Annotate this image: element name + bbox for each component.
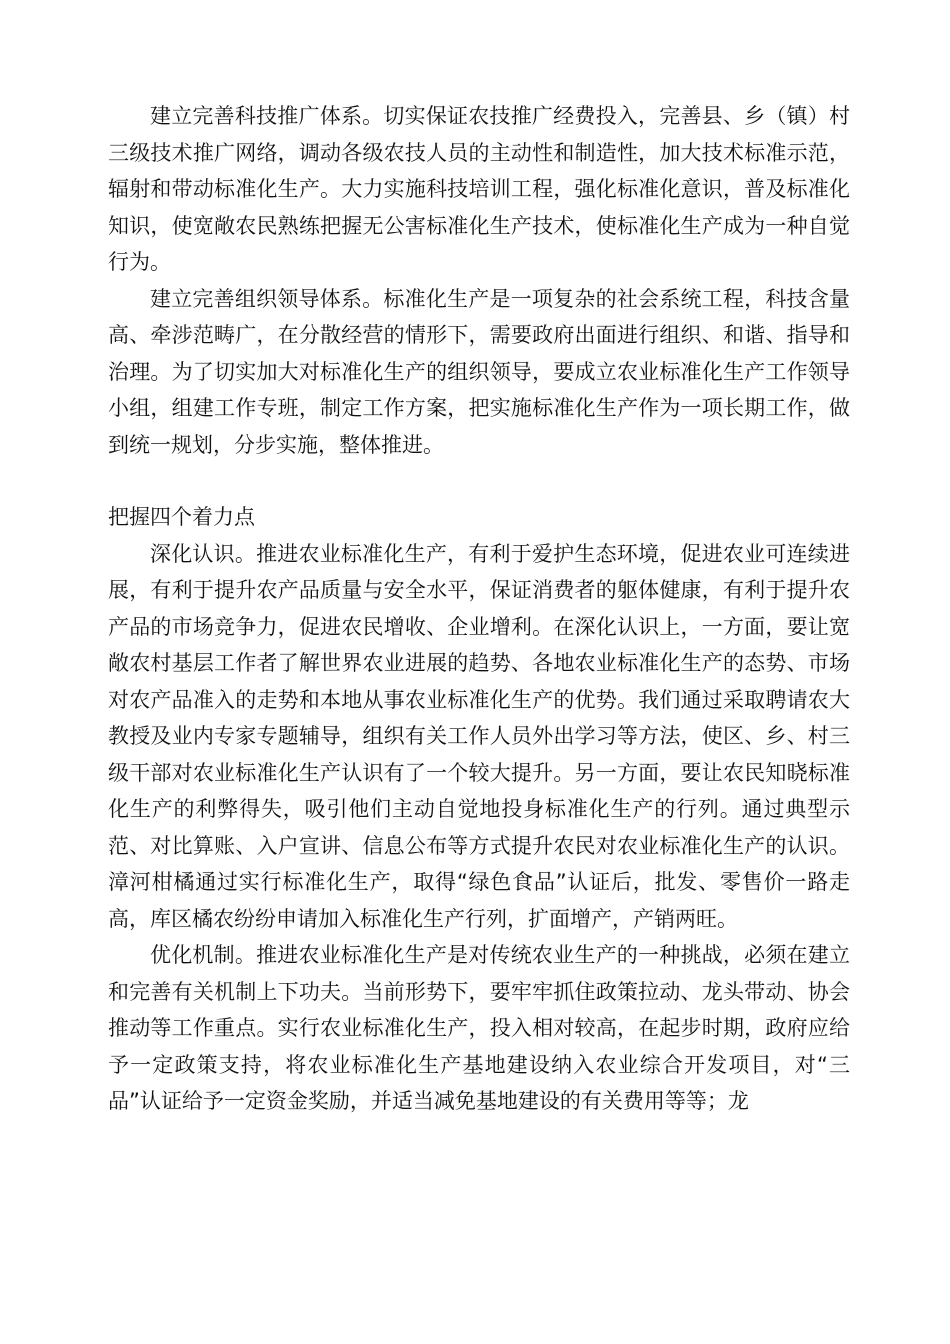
paragraph-tech-promotion: 建立完善科技推广体系。切实保证农技推广经费投入，完善县、乡（镇）村三级技术推广网络，调动各级农技人员的主动性和制造性，加大技术标准示范，辐射和带动标准化生产。大力实施科技培训工程，强化标准化意识，普及标准化知识，使宽敞农民熟练把握无公害标准化生产技术，使标准化生产成为一种自觉行为。 [108,104,850,274]
document-body [108,98,850,1120]
paragraph-deepen-understanding: 深化认识。推进农业标准化生产，有利于爱护生态环境，促进农业可连续进展，有利于提升农产品质量与安全水平，保证消费者的躯体健康，有利于提升农产品的市场竞争力，促进农民增收、企业增利。在深化认识上，一方面，要让宽敞农村基层工作者了解世界农业进展的趋势、各地农业标准化生产的态势、市场对农产品准入的走势和本地从事农业标准化生产的优势。我们通过采取聘请农大教授及业内专家专题辅导，组织有关工作人员外出学习等方法，使区、乡、村三级干部对农业标准化生产认识有了一个较大提升。另一方面，要让农民知晓标准化生产的利弊得失，吸引他们主动自觉地投身标准化生产的行列。通过典型示范、对比算账、入户宣讲、信息公布等方式提升农民对农业标准化生产的认识。漳河柑橘通过实行标准化生产，取得“绿色食品”认证后，批发、零售价一路走高，库区橘农纷纷申请加入标准化生产行列，扩面增产，产销两旺。 [108,541,850,931]
paragraph-organization-leadership: 建立完善组织领导体系。标准化生产是一项复杂的社会系统工程，科技含量高、牵涉范畴广，在分散经营的情形下，需要政府出面进行组织、和谐、指导和治理。为了切实加大对标准化生产的组织领导，要成立农业标准化生产工作领导小组，组建工作专班，制定工作方案，把实施标准化生产作为一项长期工作，做到统一规划，分步实施，整体推进。 [108,286,850,457]
paragraph-optimize-mechanism: 优化机制。推进农业标准化生产是对传统农业生产的一种挑战，必须在建立和完善有关机制上下功夫。当前形势下，要牢牢抓住政策拉动、龙头带动、协会推动等工作重点。实行农业标准化生产，投入相对较高，在起步时期，政府应给予一定政策支持，将农业标准化生产基地建设纳入农业综合开发项目，对“三品”认证给予一定资金奖励，并适当减免基地建设的有关费用等等；龙 [108,943,850,1113]
section-heading: 把握四个着力点 [108,505,255,529]
